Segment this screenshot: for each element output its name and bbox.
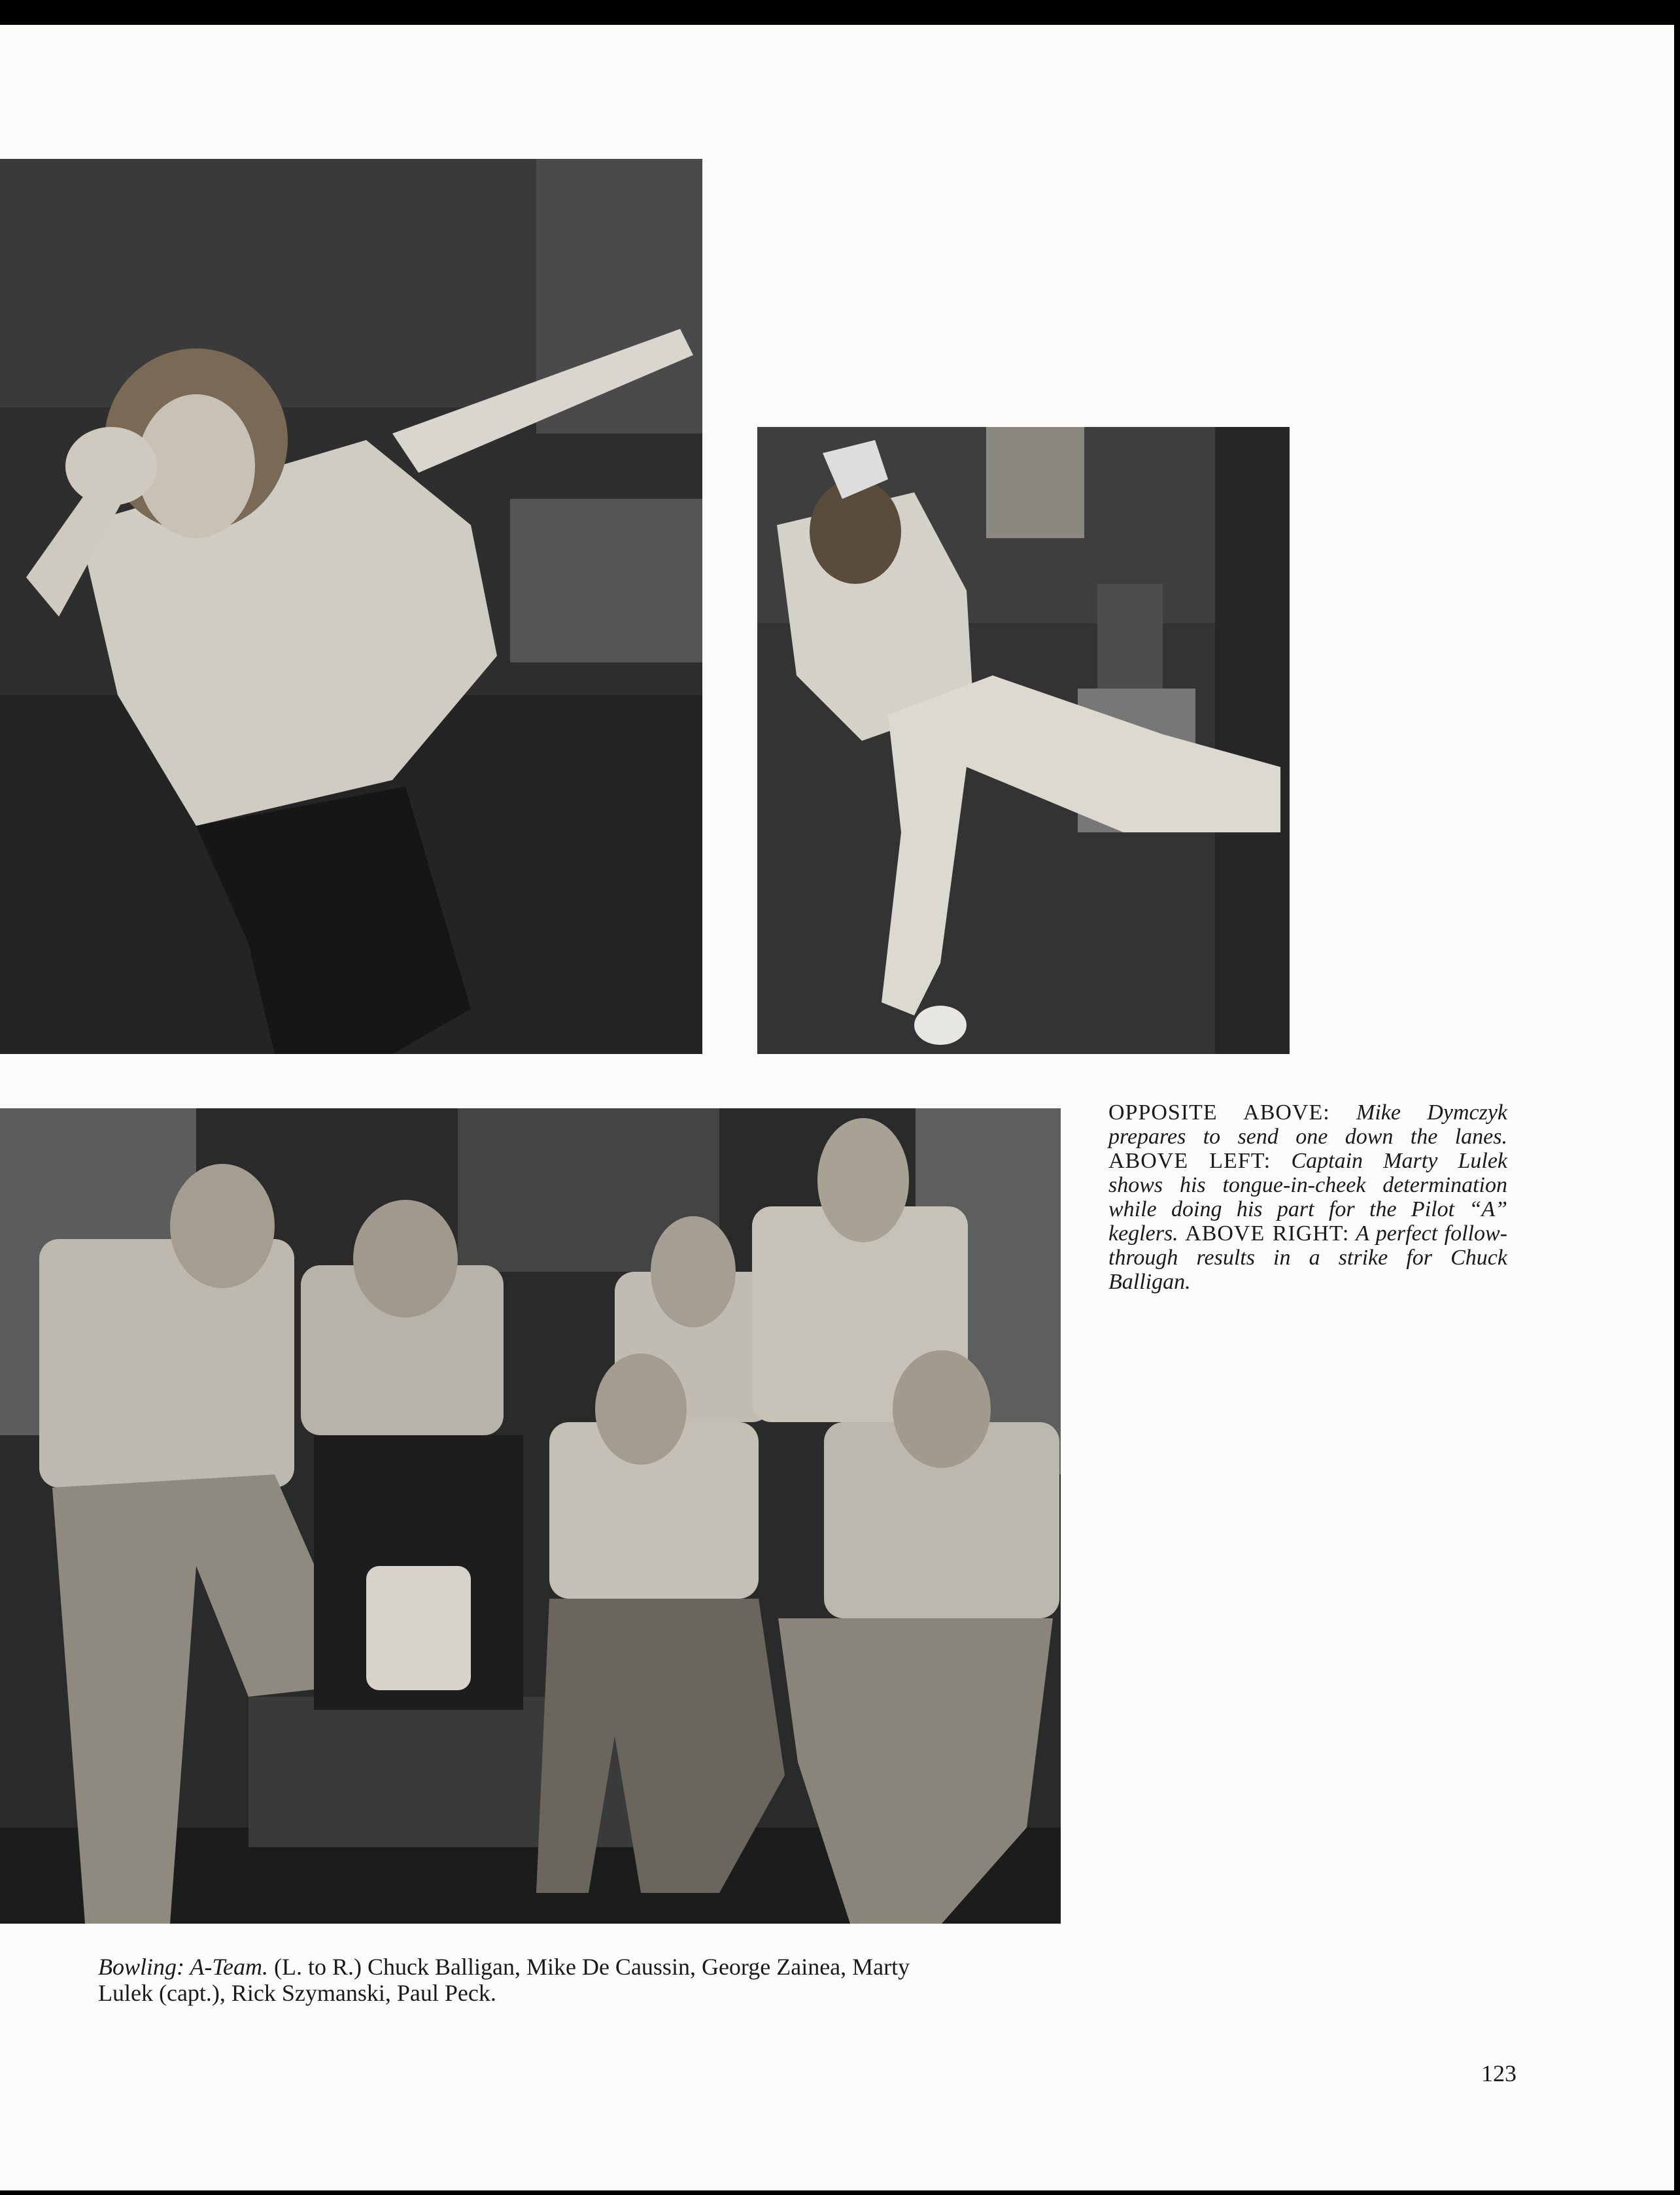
- page-number: 123: [1481, 2060, 1517, 2086]
- photo-bowler-release: [0, 159, 702, 1054]
- caption-label-above-left: ABOVE LEFT:: [1108, 1149, 1271, 1173]
- caption-team-names: (L. to R.) Chuck Balligan, Mike De Caussin, George Zainea, Marty Lulek (capt.), Rick Szymanski, Paul Peck.: [98, 1954, 910, 2006]
- photo-team-group-image: [0, 1108, 1061, 1924]
- caption-text-above-right: A perfect follow-through results in a strike for Chuck Balligan.: [1108, 1221, 1507, 1294]
- caption-text-opposite-above: Mike Dymczyk prepares to send one down the lanes.: [1108, 1100, 1508, 1149]
- caption-team-roster: [98, 1954, 935, 2006]
- caption-text-above-left: Captain Marty Lulek shows his tongue-in-cheek determination while doing his part for the Pilot “A” keglers.: [1108, 1149, 1508, 1246]
- yearbook-page: [0, 25, 1674, 2190]
- photo-bowler-follow-through: [757, 427, 1290, 1054]
- caption-team-title: Bowling: A-Team.: [98, 1954, 269, 1980]
- scan-edge: [1674, 0, 1680, 2195]
- photo-bowler-release-image: [0, 159, 702, 1054]
- photo-bowler-follow-through-image: [757, 427, 1290, 1054]
- caption-label-opposite-above: OPPOSITE ABOVE:: [1108, 1100, 1330, 1125]
- caption-label-above-right: ABOVE RIGHT:: [1185, 1221, 1350, 1246]
- caption-photo-descriptions: [1108, 1100, 1507, 1294]
- photo-team-group: [0, 1108, 1061, 1924]
